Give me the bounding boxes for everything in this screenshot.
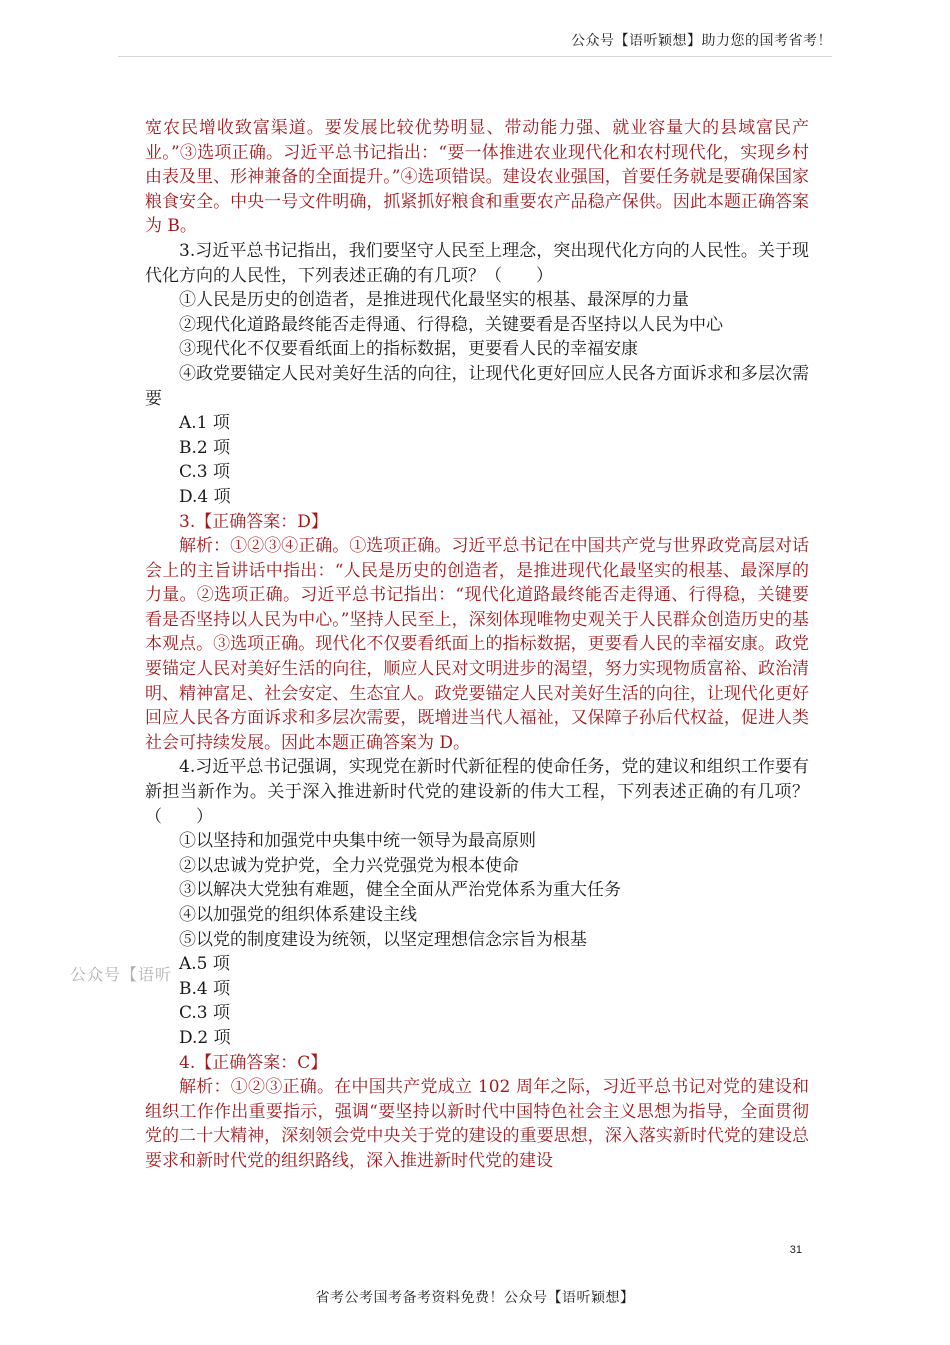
question-4-stem: 4.习近平总书记强调，实现党在新时代新征程的使命任务，党的建议和组织工作要有新担当新作为。关于深入推进新时代党的建设新的伟大工程，下列表述正确的有几项？（ ） <box>145 757 809 827</box>
question-4-option: B.4 项 <box>179 978 231 999</box>
question-3-stem: 3.习近平总书记指出，我们要坚守人民至上理念，突出现代化方向的人民性。关于现代化方向的人民性，下列表述正确的有几项？（ ） <box>145 240 809 286</box>
previous-explanation: 宽农民增收致富渠道。要发展比较优势明显、带动能力强、就业容量大的县域富民产业。”③选项正确。习近平总书记指出：“要一体推进农业现代化和农村现代化，实现乡村由表及里、形神兼备的全面提升。”④选项错误。建设农业强国，首要任务就是要确保国家粮食安全。中央一号文件明确，抓紧抓好粮食和重要农产品稳产保供。因此本题正确答案为 B。 <box>145 118 809 237</box>
header-divider <box>118 56 832 57</box>
page-header: 公众号【语听颖想】助力您的国考省考！ <box>571 33 832 49</box>
question-4-item: ④以加强党的组织体系建设主线 <box>179 905 417 925</box>
question-3-answer: 3.【正确答案：D】 <box>179 511 328 532</box>
question-4-explanation: 解析：①②③正确。在中国共产党成立 102 周年之际，习近平总书记对党的建设和组织工作作出重要指示，强调“要坚持以新时代中国特色社会主义思想为指导，全面贯彻党的二十大精神，深刻领会党中央关于党的建设的重要思想，深入落实新时代党的建设总要求和新时代党的组织路线，深入推进新时代党的建设 <box>145 1077 809 1171</box>
question-4-item: ②以忠诚为党护党，全力兴党强党为根本使命 <box>179 855 519 876</box>
question-3-item: ①人民是历史的创造者，是推进现代化最坚实的根基、最深厚的力量 <box>179 290 689 311</box>
question-4-item: ①以坚持和加强党中央集中统一领导为最高原则 <box>179 831 536 852</box>
document-body <box>145 116 809 1174</box>
question-4-item: ③以解决大党独有难题，健全全面从严治党体系为重大任务 <box>179 880 621 901</box>
question-3-option: C.3 项 <box>179 462 231 483</box>
page-number: 31 <box>789 1244 802 1256</box>
question-3-item: ④政党要锚定人民对美好生活的向往，让现代化更好回应人民各方面诉求和多层次需要 <box>145 363 809 409</box>
question-3-explanation: 解析：①②③④正确。①选项正确。习近平总书记在中国共产党与世界政党高层对话会上的主旨讲话中指出：“人民是历史的创造者，是推进现代化最坚实的根基、最深厚的力量。②选项正确。习近平总书记指出：“现代化道路最终能否走得通、行得稳，关键要看是否坚持以人民为中心。”坚持人民至上，深刻体现唯物史观关于人民群众创造历史的基本观点。③选项正确。现代化不仅要看纸面上的指标数据，更要看人民的幸福安康。政党要锚定人民对美好生活的向往，顺应人民对文明进步的渴望，努力实现物质富裕、政治清明、精神富足、社会安定、生态宜人。政党要锚定人民对美好生活的向往，让现代化更好回应人民各方面诉求和多层次需要，既增进当代人福祉，又保障子孙后代权益，促进人类社会可持续发展。因此本题正确答案为 D。 <box>145 536 809 753</box>
question-4-item: ⑤以党的制度建设为统领，以坚定理想信念宗旨为根基 <box>179 929 587 950</box>
watermark-text: 公众号【语听 <box>70 965 173 984</box>
question-3-option: D.4 项 <box>179 486 231 507</box>
question-3-option: A.1 项 <box>179 413 230 434</box>
question-3-item: ③现代化不仅要看纸面上的指标数据，更要看人民的幸福安康 <box>179 339 638 360</box>
question-4-option: C.3 项 <box>179 1003 231 1024</box>
question-4-option: A.5 项 <box>179 954 230 975</box>
question-4-answer: 4.【正确答案：C】 <box>179 1052 328 1073</box>
question-4-option: D.2 项 <box>179 1027 231 1048</box>
question-3-item: ②现代化道路最终能否走得通、行得稳，关键要看是否坚持以人民为中心 <box>179 314 723 335</box>
question-3-option: B.2 项 <box>179 437 231 458</box>
page-footer: 省考公考国考备考资料免费！公众号【语听颖想】 <box>315 1290 635 1306</box>
